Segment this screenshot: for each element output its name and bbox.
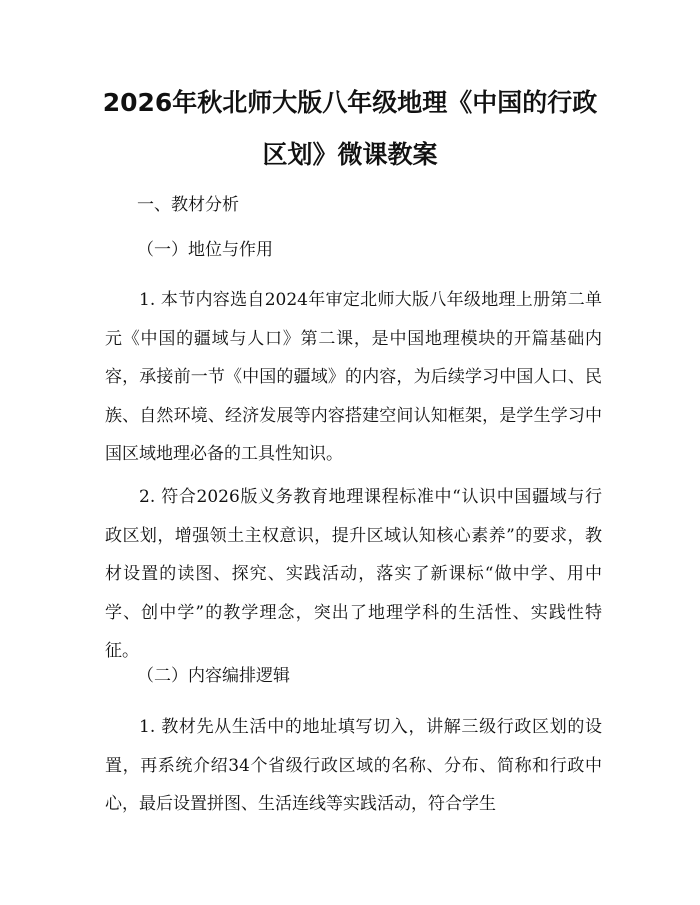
section-heading-textbook-analysis: 一、教材分析 bbox=[137, 195, 239, 215]
subsection-heading-content-logic: （二）内容编排逻辑 bbox=[137, 666, 290, 686]
document-title-line-2: 区划》微课教案 bbox=[262, 140, 438, 169]
paragraph-2: 2. 符合2026版义务教育地理课程标准中“认识中国疆域与行政区划，增强领土主权意识，提升区域认知核心素养”的要求，教材设置的读图、探究、实践活动，落实了新课标“做中学、用中学、创中学”的教学理念，突出了地理学科的生活性、实践性特征。 bbox=[105, 487, 602, 661]
paragraph-1: 1. 本节内容选自2024年审定北师大版八年级地理上册第二单元《中国的疆域与人口》第二课，是中国地理模块的开篇基础内容，承接前一节《中国的疆域》的内容，为后续学习中国人口、民族、自然环境、经济发展等内容搭建空间认知框架，是学生学习中国区域地理必备的工具性知识。 bbox=[105, 290, 602, 464]
paragraph-3: 1. 教材先从生活中的地址填写切入，讲解三级行政区划的设置，再系统介绍34个省级行政区域的名称、分布、简称和行政中心，最后设置拼图、生活连线等实践活动，符合学生 bbox=[105, 717, 602, 814]
subsection-heading-status-role: （一）地位与作用 bbox=[137, 240, 273, 260]
document-title-line-1: 2026年秋北师大版八年级地理《中国的行政 bbox=[102, 88, 598, 117]
